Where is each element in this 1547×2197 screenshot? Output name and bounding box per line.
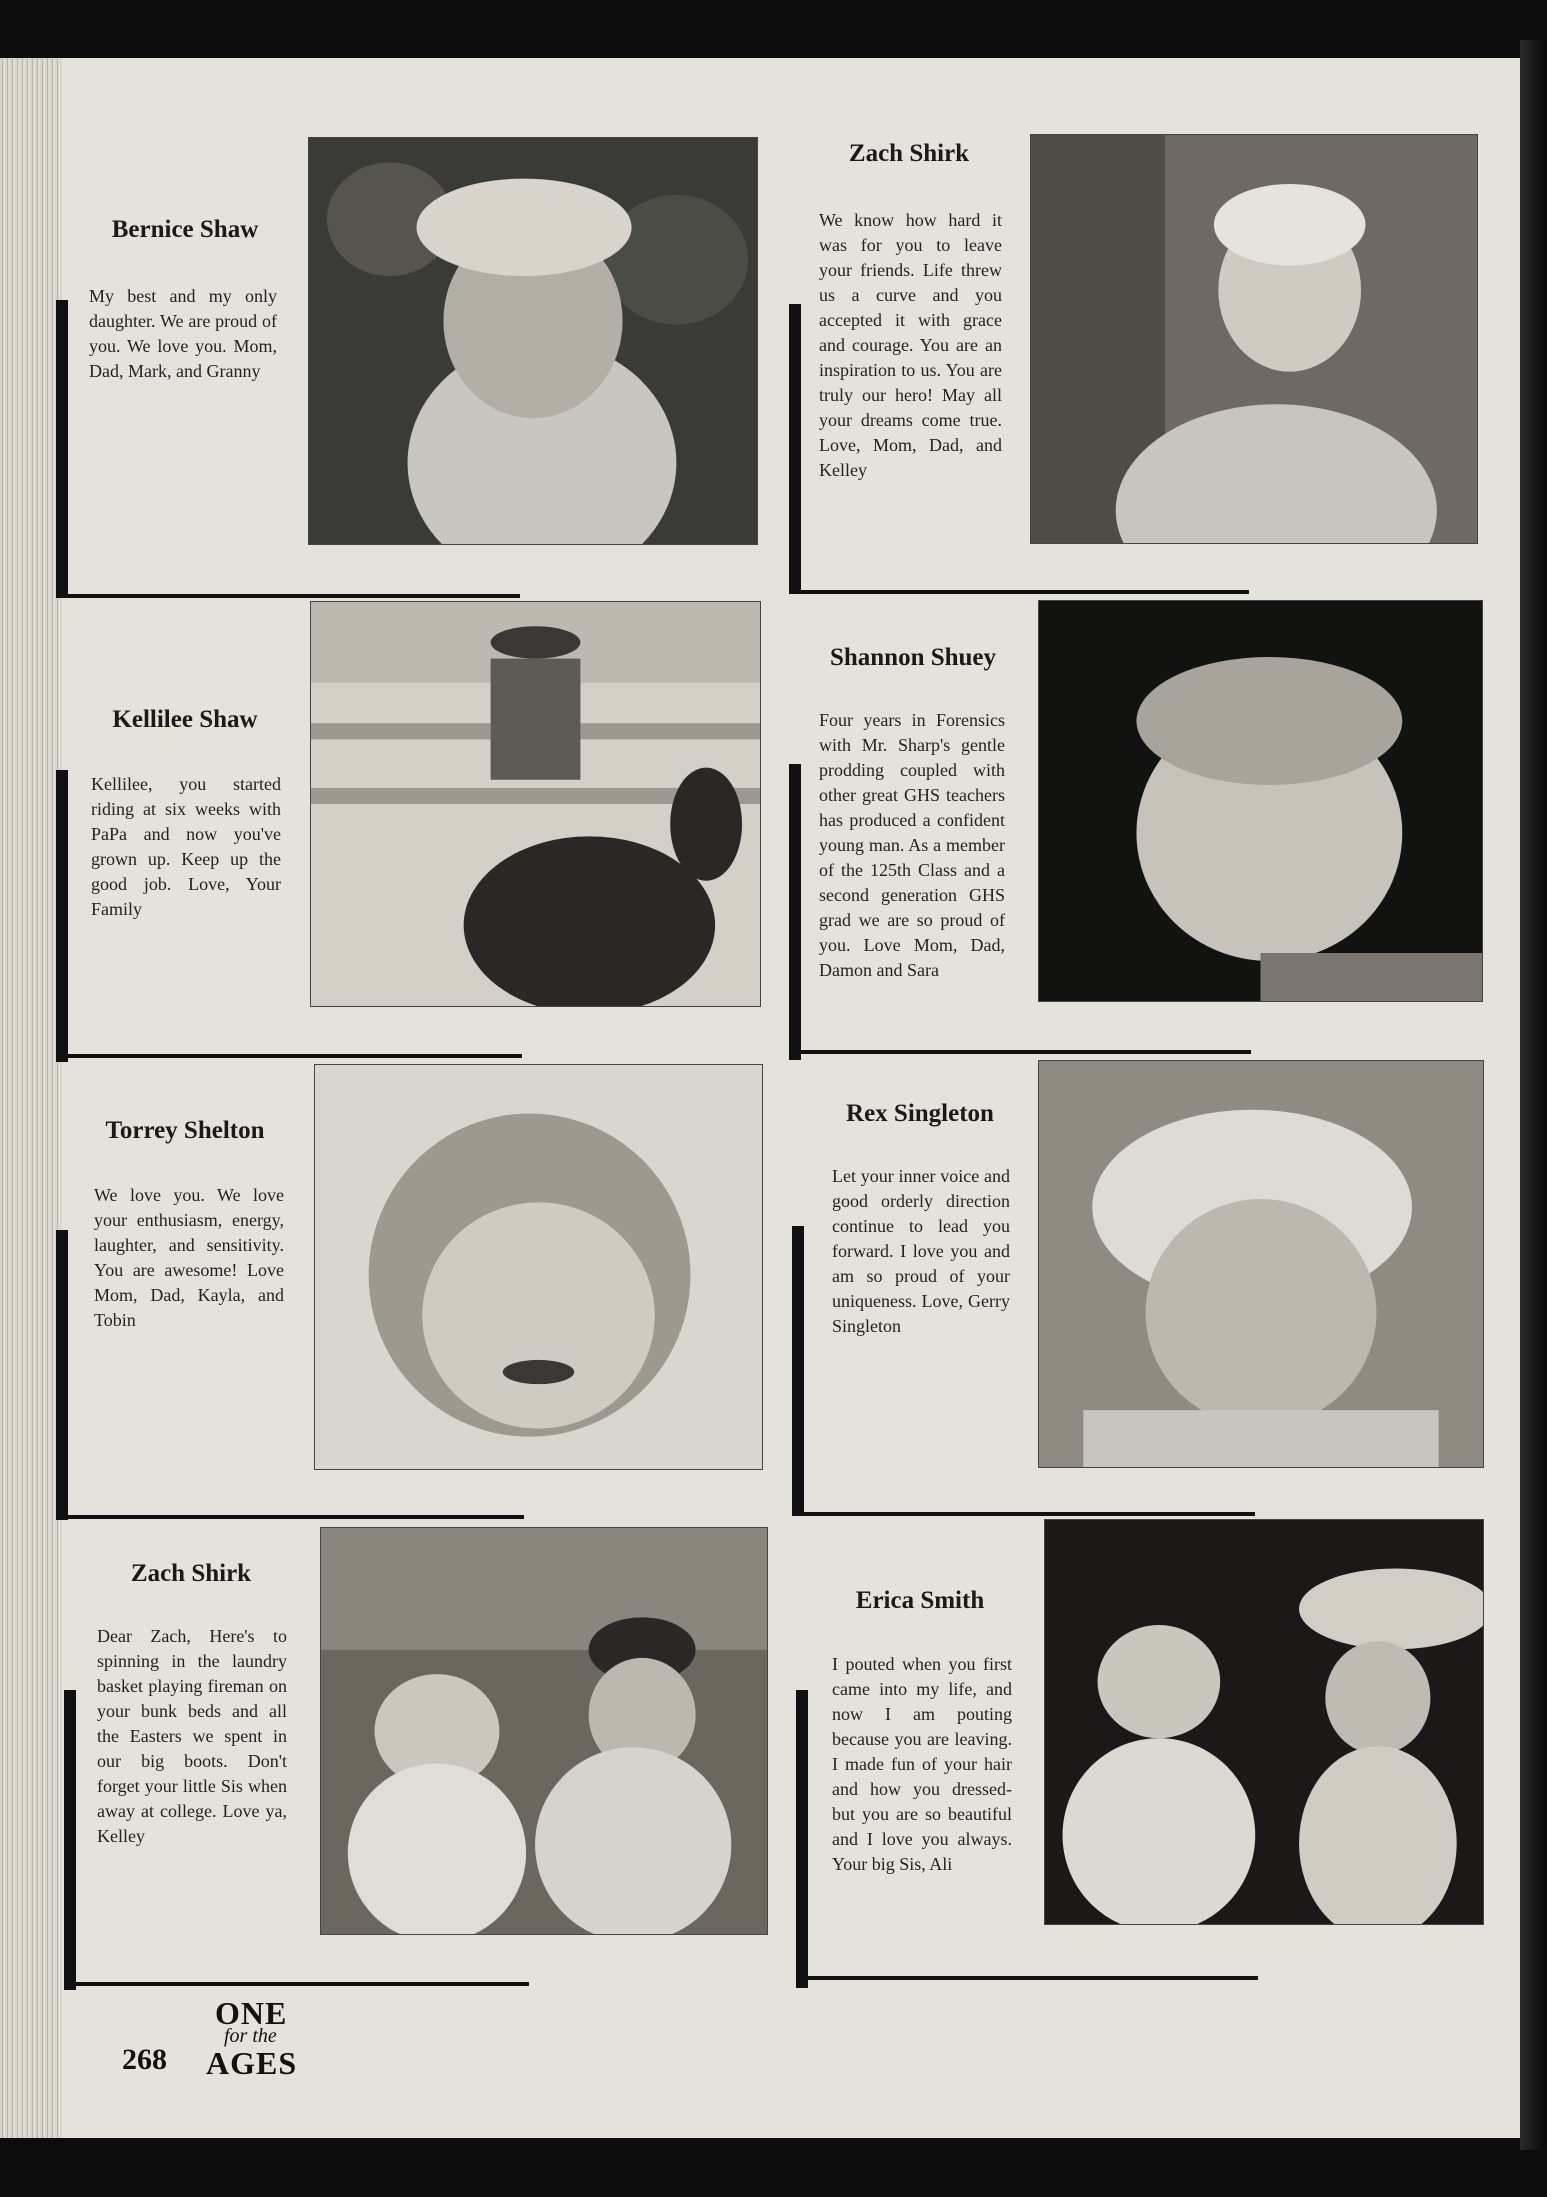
logo-text-one: ONE xyxy=(215,1995,288,2031)
entry-name: Torrey Shelton xyxy=(105,1117,265,1144)
entry-message: Kellilee, you started riding at six weeks with PaPa and now you've grown up. Keep up the good job. Love, Your Family xyxy=(91,774,281,919)
smiling-toddler-photo xyxy=(314,1064,763,1470)
toddler-hat-photo xyxy=(1038,1060,1484,1468)
entry-name: Rex Singleton xyxy=(846,1100,994,1127)
sisters-photo xyxy=(1044,1519,1484,1925)
bracket-line xyxy=(789,764,801,1060)
boy-portrait-photo xyxy=(1030,134,1478,544)
bracket-line xyxy=(796,1690,808,1988)
entry-message: We love you. We love your enthusiasm, energy, laughter, and sensitivity. You are awesome! Love Mom, Dad, Kayla, and Tobin xyxy=(94,1185,284,1330)
bracket-line xyxy=(789,304,801,594)
bracket-line xyxy=(792,1512,1255,1516)
bracket-line xyxy=(789,590,1249,594)
entry-message: Let your inner voice and good orderly direction continue to lead you forward. I love you and am so proud of your uniqueness. Love, Gerry Singleton xyxy=(832,1166,1010,1336)
bracket-line xyxy=(64,1690,76,1990)
toddler-portrait-photo xyxy=(1038,600,1483,1002)
entry-message: I pouted when you first came into my life, and now I am pouting because you are leaving. I made fun of your hair and how you dressed-but you are so beautiful and I love you always. Your big Sis, Ali xyxy=(832,1654,1012,1874)
bracket-line xyxy=(56,770,68,1062)
entry-name: Shannon Shuey xyxy=(829,644,997,671)
bracket-line xyxy=(64,1982,529,1986)
entry-name: Zach Shirk xyxy=(130,1560,252,1587)
entry-name: Zach Shirk xyxy=(848,140,970,167)
siblings-photo xyxy=(320,1527,768,1935)
logo-text-ages: AGES xyxy=(206,2045,298,2081)
entry-message: Dear Zach, Here's to spinning in the laundry basket playing fireman on your bunk beds and all the Easters we spent in our big boots. Don't forget your little Sis when away at college. Love ya, Kelley xyxy=(97,1626,287,1846)
entry-name: Kellilee Shaw xyxy=(112,706,258,733)
entry-message: My best and my only daughter. We are proud of you. We love you. Mom, Dad, Mark, and Granny xyxy=(89,286,277,381)
bracket-line xyxy=(796,1976,1258,1980)
binding-shadow xyxy=(1520,40,1547,2150)
bracket-line xyxy=(56,1054,522,1058)
bracket-line xyxy=(56,594,520,598)
logo-text-for-the: for the xyxy=(224,2025,277,2047)
entry-name: Erica Smith xyxy=(855,1587,985,1614)
bracket-line xyxy=(56,1230,68,1520)
entry-message: We know how hard it was for you to leave your friends. Life threw us a curve and you accepted it with grace and courage. You are an inspiration to us. You are truly our hero! May all your dreams come true. Love, Mom, Dad, and Kelley xyxy=(819,210,1002,480)
entry-message: Four years in Forensics with Mr. Sharp's gentle prodding coupled with other great GHS teachers has produced a confident young man. As a member of the 125th Class and a second generation GHS grad we are so proud of you. Love Mom, Dad, Damon and Sara xyxy=(819,710,1005,980)
bracket-line xyxy=(56,1515,524,1519)
entry-name: Bernice Shaw xyxy=(111,216,259,243)
bracket-line xyxy=(56,300,68,598)
toddler-portrait-photo xyxy=(308,137,758,545)
bracket-line xyxy=(792,1226,804,1516)
bracket-line xyxy=(789,1050,1251,1054)
cowboy-horse-photo xyxy=(310,601,761,1007)
page-edges xyxy=(0,58,62,2138)
page-number: 268 xyxy=(122,2043,167,2076)
